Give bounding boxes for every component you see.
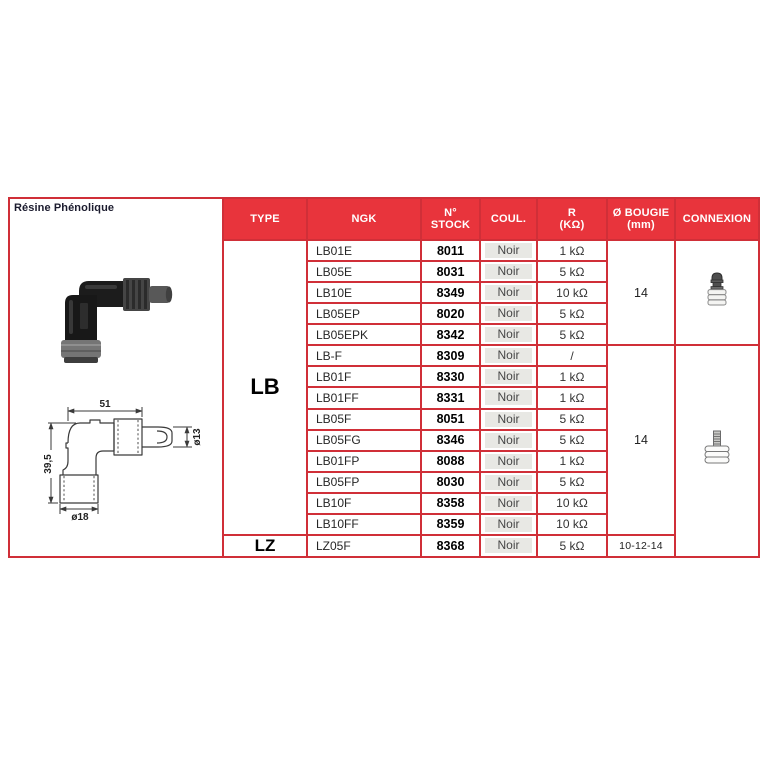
r-cell: 10 kΩ bbox=[537, 514, 607, 535]
color-badge: Noir bbox=[485, 412, 532, 427]
color-badge: Noir bbox=[485, 369, 532, 384]
stock-cell: 8342 bbox=[421, 324, 480, 345]
stock-cell: 8030 bbox=[421, 472, 480, 493]
stock-cell: 8359 bbox=[421, 514, 480, 535]
stock-cell: 8051 bbox=[421, 409, 480, 430]
r-cell: 5 kΩ bbox=[537, 535, 607, 557]
color-badge: Noir bbox=[485, 475, 532, 490]
type-cell-lz: LZ bbox=[223, 535, 307, 557]
r-cell: 1 kΩ bbox=[537, 451, 607, 472]
coul-cell bbox=[480, 409, 537, 430]
table-row bbox=[223, 240, 759, 261]
color-badge: Noir bbox=[485, 306, 532, 321]
connexion-cell bbox=[675, 345, 759, 557]
col-header-r: R (KΩ) bbox=[537, 198, 607, 240]
coul-cell bbox=[480, 535, 537, 557]
r-cell: 5 kΩ bbox=[537, 303, 607, 324]
ngk-cell: LB10F bbox=[307, 493, 421, 514]
stock-cell: 8349 bbox=[421, 282, 480, 303]
stock-cell: 8331 bbox=[421, 387, 480, 408]
stock-cell: 8011 bbox=[421, 240, 480, 261]
stock-cell: 8031 bbox=[421, 261, 480, 282]
coul-cell bbox=[480, 345, 537, 366]
ngk-cell: LB01F bbox=[307, 366, 421, 387]
ngk-cell: LB05FP bbox=[307, 472, 421, 493]
col-header-stock: N° STOCK bbox=[421, 198, 480, 240]
col-header-bougie: Ø BOUGIE (mm) bbox=[607, 198, 675, 240]
r-cell: / bbox=[537, 345, 607, 366]
coul-cell bbox=[480, 451, 537, 472]
coul-cell bbox=[480, 514, 537, 535]
r-cell: 5 kΩ bbox=[537, 472, 607, 493]
r-cell: 5 kΩ bbox=[537, 261, 607, 282]
dimension-drawing bbox=[40, 397, 208, 523]
coul-cell bbox=[480, 493, 537, 514]
r-cell: 5 kΩ bbox=[537, 409, 607, 430]
threaded-stud-icon bbox=[703, 430, 731, 468]
type-cell-lb: LB bbox=[223, 240, 307, 535]
coul-cell bbox=[480, 366, 537, 387]
ngk-cell: LB05EP bbox=[307, 303, 421, 324]
color-badge: Noir bbox=[485, 390, 532, 405]
stock-cell: 8330 bbox=[421, 366, 480, 387]
coul-cell bbox=[480, 282, 537, 303]
spark-plug-cap-photo bbox=[49, 265, 183, 369]
dim-tip-diameter-label: ø13 bbox=[192, 428, 203, 446]
panel-title: Résine Phénolique bbox=[14, 202, 115, 214]
stock-cell: 8368 bbox=[421, 535, 480, 557]
r-cell: 5 kΩ bbox=[537, 430, 607, 451]
stock-cell: 8020 bbox=[421, 303, 480, 324]
connexion-cell bbox=[675, 240, 759, 345]
coul-cell bbox=[480, 324, 537, 345]
stock-cell: 8346 bbox=[421, 430, 480, 451]
dim-height-label: 39,5 bbox=[43, 454, 54, 474]
ngk-cell: LB05EPK bbox=[307, 324, 421, 345]
bougie-cell: 10-12-14 bbox=[607, 535, 675, 557]
color-badge: Noir bbox=[485, 264, 532, 279]
color-badge: Noir bbox=[485, 454, 532, 469]
spec-table bbox=[222, 197, 760, 558]
ngk-cell: LB01FP bbox=[307, 451, 421, 472]
coul-cell bbox=[480, 261, 537, 282]
ngk-cell: LB10FF bbox=[307, 514, 421, 535]
bougie-cell: 14 bbox=[607, 240, 675, 345]
ngk-cell: LB10E bbox=[307, 282, 421, 303]
coul-cell bbox=[480, 472, 537, 493]
color-badge: Noir bbox=[485, 243, 532, 258]
dim-boot-diameter-label: ø18 bbox=[71, 512, 89, 523]
coul-cell bbox=[480, 430, 537, 451]
r-cell: 1 kΩ bbox=[537, 387, 607, 408]
color-badge: Noir bbox=[485, 348, 532, 363]
color-badge: Noir bbox=[485, 496, 532, 511]
color-badge: Noir bbox=[485, 433, 532, 448]
color-badge: Noir bbox=[485, 285, 532, 300]
coul-cell bbox=[480, 240, 537, 261]
ngk-cell: LB01E bbox=[307, 240, 421, 261]
ngk-cell: LB05F bbox=[307, 409, 421, 430]
col-header-type: TYPE bbox=[223, 198, 307, 240]
ngk-cell: LB01FF bbox=[307, 387, 421, 408]
bougie-cell: 14 bbox=[607, 345, 675, 535]
color-badge: Noir bbox=[485, 538, 532, 553]
r-cell: 1 kΩ bbox=[537, 366, 607, 387]
color-badge: Noir bbox=[485, 327, 532, 342]
coul-cell bbox=[480, 303, 537, 324]
col-header-connexion: CONNEXION bbox=[675, 198, 759, 240]
r-cell: 1 kΩ bbox=[537, 240, 607, 261]
stock-cell: 8309 bbox=[421, 345, 480, 366]
dim-width-label: 51 bbox=[99, 399, 111, 410]
col-header-ngk: NGK bbox=[307, 198, 421, 240]
r-cell: 10 kΩ bbox=[537, 493, 607, 514]
terminal-nut-icon bbox=[705, 272, 729, 308]
product-panel bbox=[8, 197, 222, 558]
r-cell: 10 kΩ bbox=[537, 282, 607, 303]
ngk-cell: LZ05F bbox=[307, 535, 421, 557]
stock-cell: 8088 bbox=[421, 451, 480, 472]
header-row bbox=[223, 198, 759, 240]
stock-cell: 8358 bbox=[421, 493, 480, 514]
ngk-cell: LB05E bbox=[307, 261, 421, 282]
ngk-cell: LB05FG bbox=[307, 430, 421, 451]
col-header-coul: COUL. bbox=[480, 198, 537, 240]
ngk-cell: LB-F bbox=[307, 345, 421, 366]
color-badge: Noir bbox=[485, 517, 532, 532]
coul-cell bbox=[480, 387, 537, 408]
r-cell: 5 kΩ bbox=[537, 324, 607, 345]
